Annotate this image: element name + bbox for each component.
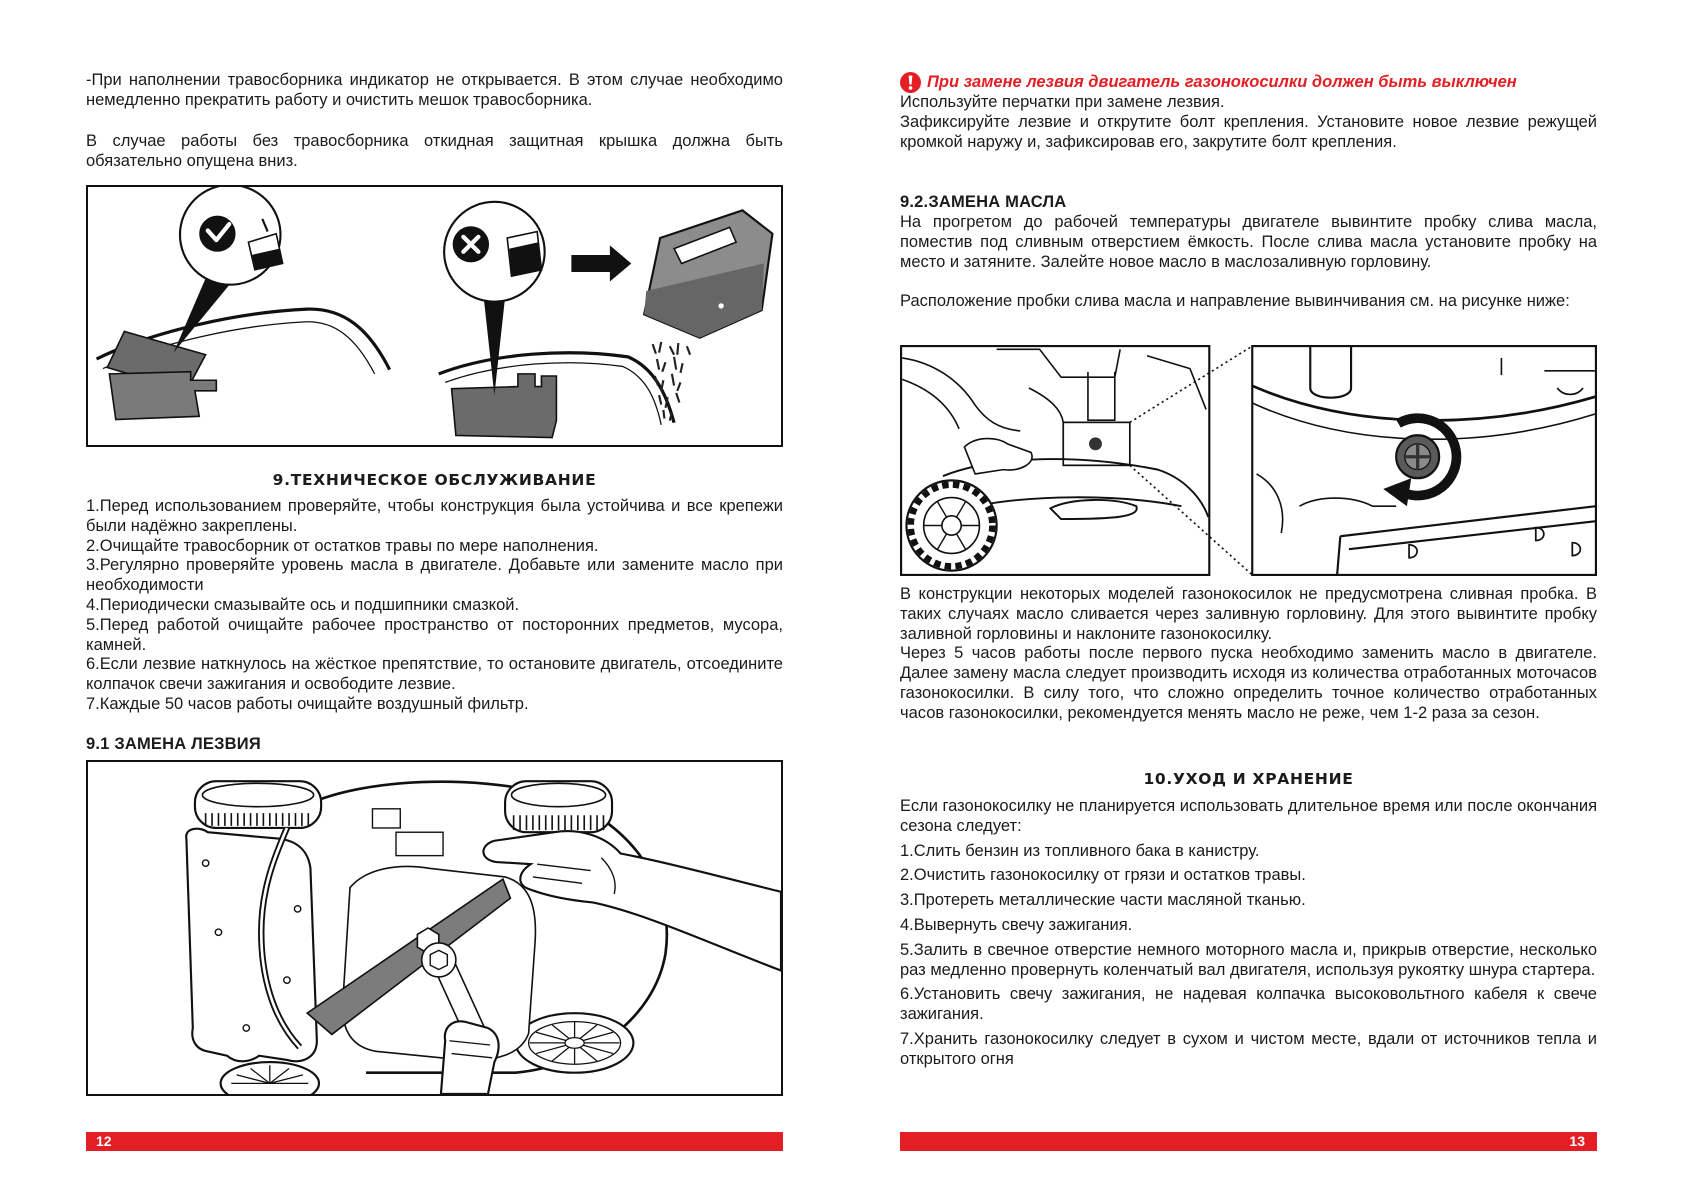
list-item: 4.Периодически смазывайте ось и подшипники смазкой. xyxy=(86,595,520,614)
blade-replacement-illustration xyxy=(88,762,781,1094)
list-item: 1.Перед использованием проверяйте, чтобы конструкция была устойчива и все крепежи были надёжно закреплены. xyxy=(86,497,783,535)
oil-plug-location-paragraph xyxy=(900,292,1597,312)
list-item: 3.Регулярно проверяйте уровень масла в двигателе. Добавьте или замените масло при необходимости xyxy=(86,556,783,595)
paragraph-text: Через 5 часов работы после первого пуска необходимо заменить масло в двигателе. Далее замену масла следует производить исходя из количества отработанных моточасов газонокосилки. В силу того, что сложно определить точное количество отработанных часов газонокосилки, рекомендуется менять масло не реже, чем 1-2 раза за сезон. xyxy=(900,644,1597,722)
list-item: 7.Хранить газонокосилку следует в сухом и чистом месте, вдали от источников тепла и открытого огня xyxy=(900,1029,1597,1068)
callout-pointer xyxy=(174,278,232,352)
list-item: 6.Если лезвие наткнулось на жёсткое препятствие, то остановите двигатель, отсоедините колпачок свечи зажигания и освободите лезвие. xyxy=(86,655,783,694)
intro-text: -При наполнении травосборника индикатор не открывается. В этом случае необходимо немедленно прекратить работу и очистить мешок травосборника. xyxy=(86,71,783,109)
list-item: 1.Слить бензин из топливного бака в канистру. xyxy=(900,841,1260,860)
rear-plate xyxy=(186,829,317,1062)
deck-bracket xyxy=(372,809,400,828)
storage-section xyxy=(900,797,1597,1075)
arrow-right-icon xyxy=(571,245,631,281)
intro-text: В случае работы без травосборника откидная защитная крышка должна быть обязательно опущена вниз. xyxy=(86,132,783,170)
oil-notes xyxy=(900,585,1597,724)
list-item: 2.Очищайте травосборник от остатков травы по мере наполнения. xyxy=(86,536,599,555)
list-item: 3.Протереть металлические части масляной тканью. xyxy=(900,891,1306,910)
page-number: 13 xyxy=(1569,1133,1585,1149)
drain-plug-closeup-panel xyxy=(1252,346,1596,575)
paragraph-text: В конструкции некоторых моделей газонокосилок не предусмотрена сливная пробка. В таких случаях масло сливается через заливную горловину. Для этого вывинтите пробку заливной горловины и наклоните газонокосилку. xyxy=(900,585,1597,643)
instruction-text: Зафиксируйте лезвие и открутите болт крепления. Установите новое лезвие режущей кромкой наружу и, зафиксировав его, закрутите болт крепления. xyxy=(900,112,1597,151)
page-footer-right xyxy=(900,1132,1597,1151)
oil-drain-illustration xyxy=(900,345,1597,576)
intro-paragraph-indicator xyxy=(86,71,783,111)
wheel-bottom-left xyxy=(221,1062,319,1094)
list-item: 2.Очистить газонокосилку от грязи и остатков травы. xyxy=(900,866,1306,885)
list-item: 4.Вывернуть свечу зажигания. xyxy=(900,915,1133,934)
warning-line xyxy=(900,71,1597,93)
closed-flap xyxy=(452,374,557,438)
check-badge-icon xyxy=(199,216,235,252)
oil-drain-figure xyxy=(900,345,1597,576)
grass-catcher-figure xyxy=(86,185,783,447)
oil-change-paragraph xyxy=(900,213,1597,272)
deck-label-plate xyxy=(396,832,443,855)
catcher-ok-scene xyxy=(97,187,390,420)
flap-base-plate xyxy=(109,372,216,420)
section-title-storage: 10.УХОД И ХРАНЕНИЕ xyxy=(1143,770,1354,788)
paragraph-text: Расположение пробки слива масла и направление вывинчивания см. на рисунке ниже: xyxy=(900,292,1570,310)
drain-plug-small xyxy=(1089,437,1102,450)
list-item: 5.Залить в свечное отверстие немного моторного масла и, прикрыв отверстие, несколько раз медленно провернуть коленчатый вал двигателя, используя рукоятку шнура стартера. xyxy=(900,940,1597,979)
grass-catcher-illustration xyxy=(88,187,781,445)
instruction-text: Используйте перчатки при замене лезвия. xyxy=(900,93,1225,111)
wheel-bottom-right xyxy=(516,1013,634,1073)
catcher-full-scene xyxy=(439,202,773,438)
section-title-blade-replacement: 9.1 ЗАМЕНА ЛЕЗВИЯ xyxy=(86,735,261,753)
blade-instructions xyxy=(900,93,1597,152)
front-wheel xyxy=(906,480,996,570)
intro-paragraph-no-catcher xyxy=(86,132,783,172)
engine-overview-panel xyxy=(901,346,1209,575)
wheel-top-right xyxy=(505,781,612,832)
maintenance-list xyxy=(86,497,783,715)
page-footer-left xyxy=(86,1132,783,1151)
paragraph-text: На прогретом до рабочей температуры двигателе вывинтите пробку слива масла, поместив под сливным отверстием ёмкость. После слива масла установите пробку на место и затяните. Залейте новое масло в маслозаливную горловину. xyxy=(900,213,1597,271)
warning-text: При замене лезвия двигатель газонокосилки должен быть выключен xyxy=(927,73,1517,91)
exclamation-circle-icon xyxy=(900,72,921,93)
section-title-maintenance: 9.ТЕХНИЧЕСКОЕ ОБСЛУЖИВАНИЕ xyxy=(272,471,597,489)
list-item: 6.Установить свечу зажигания, не надевая колпачка высоковольтного кабеля к свече зажигания. xyxy=(900,985,1597,1024)
wheel-top-left xyxy=(195,781,321,828)
section-title-oil-change: 9.2.ЗАМЕНА МАСЛА xyxy=(900,193,1067,211)
callout-pointer xyxy=(484,297,505,395)
bag-rivet xyxy=(718,303,723,308)
wrench-ring-hex xyxy=(430,950,447,969)
list-item: 5.Перед работой очищайте рабочее пространство от посторонних предметов, мусора, камней. xyxy=(86,615,783,654)
list-item: 7.Каждые 50 часов работы очищайте воздушный фильтр. xyxy=(86,694,529,713)
blade-replacement-figure xyxy=(86,760,783,1096)
page-number: 12 xyxy=(96,1133,112,1149)
storage-intro: Если газонокосилку не планируется использовать длительное время или после окончания сезона следует: xyxy=(900,797,1597,835)
